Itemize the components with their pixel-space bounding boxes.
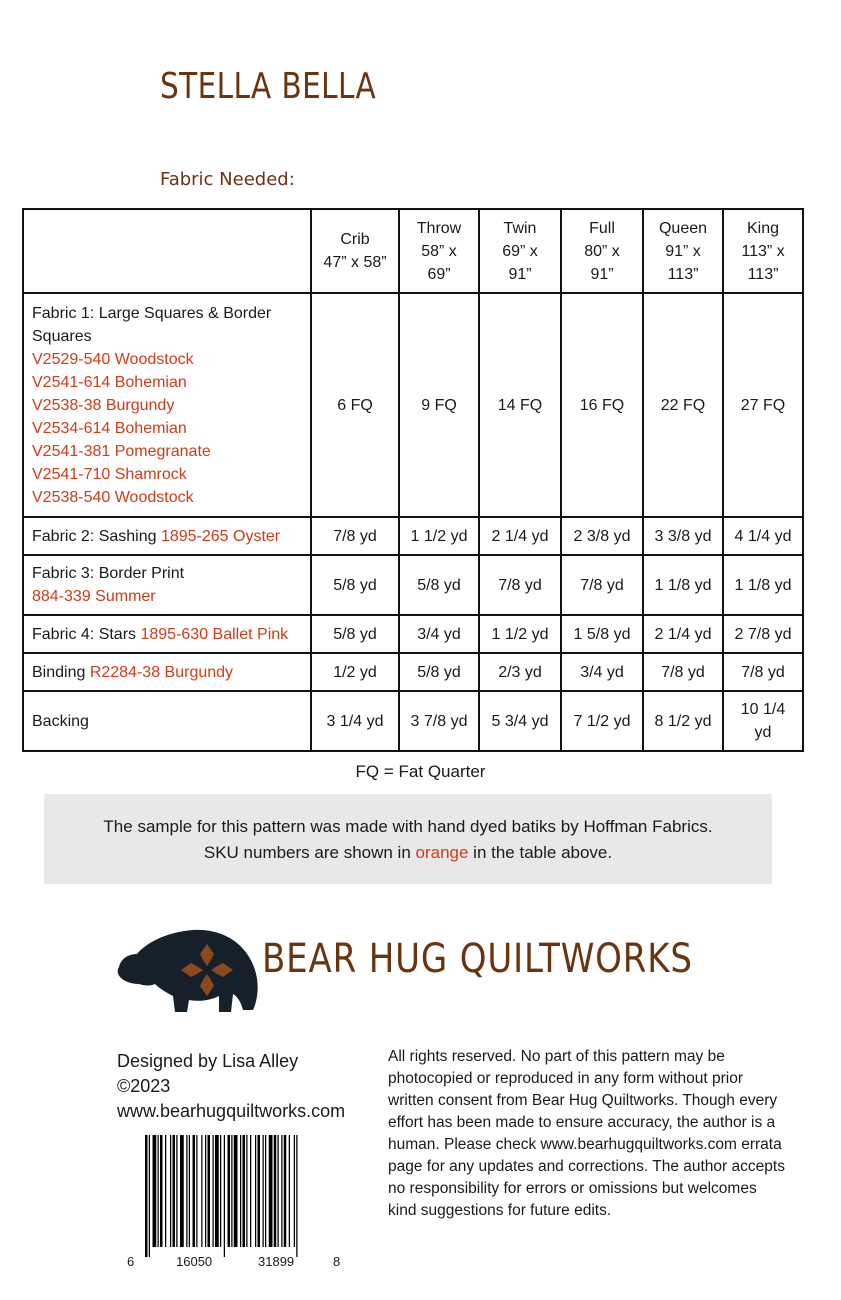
backing-label-cell: Backing (23, 691, 311, 751)
header-crib: Crib 47” x 58” (311, 209, 399, 293)
sku: V2538-38 Burgundy (32, 396, 175, 414)
table-cell: 1/2 yd (311, 653, 399, 691)
fq-note: FQ = Fat Quarter (355, 762, 486, 781)
header-twin: Twin 69” x 91” (479, 209, 561, 293)
info-line-1: The sample for this pattern was made with hand dyed batiks by Hoffman Fabrics. (103, 817, 713, 836)
table-cell: 16 FQ (561, 293, 643, 517)
table-cell: 3 3/8 yd (643, 517, 723, 555)
table-cell: 2/3 yd (479, 653, 561, 691)
credits (117, 1049, 345, 1124)
table-cell: 5/8 yd (311, 615, 399, 653)
table-cell: 27 FQ (723, 293, 803, 517)
table-cell: 3/4 yd (399, 615, 479, 653)
table-cell: 7/8 yd (479, 555, 561, 615)
table-cell: 9 FQ (399, 293, 479, 517)
barcode-digits: 31899 (258, 1254, 295, 1269)
sku: V2541-614 Bohemian (32, 373, 187, 391)
sku: V2541-381 Pomegranate (32, 442, 211, 460)
sku: V2529-540 Woodstock (32, 350, 194, 368)
table-cell: 7/8 yd (643, 653, 723, 691)
fabric4-label-cell: Fabric 4: Stars 1895-630 Ballet Pink (23, 615, 311, 653)
table-cell: 22 FQ (643, 293, 723, 517)
table-row-backing (23, 691, 803, 751)
sku: R2284-38 Burgundy (89, 663, 234, 681)
table-cell: 14 FQ (479, 293, 561, 517)
copyright: ©2023 (117, 1076, 171, 1096)
table-cell: 3 7/8 yd (399, 691, 479, 751)
table-header-row (23, 209, 803, 293)
header-corner (23, 209, 311, 293)
table-cell: 3/4 yd (561, 653, 643, 691)
table-cell: 8 1/2 yd (643, 691, 723, 751)
fabric3-label-cell: Fabric 3: Border Print 884-339 Summer (23, 555, 311, 615)
fabric2-label-cell: Fabric 2: Sashing 1895-265 Oyster (23, 517, 311, 555)
table-row-fabric1 (23, 293, 803, 517)
table-cell: 2 7/8 yd (723, 615, 803, 653)
fabric-table (22, 208, 804, 752)
fabric-needed-heading: Fabric Needed: (160, 169, 295, 190)
sku: V2541-710 Shamrock (32, 465, 187, 483)
table-cell: 5/8 yd (311, 555, 399, 615)
table-cell: 1 1/8 yd (723, 555, 803, 615)
sku: 884-339 Summer (32, 588, 156, 605)
page-title: STELLA BELLA (160, 66, 377, 107)
table-cell: 1 1/8 yd (643, 555, 723, 615)
info-box (44, 794, 772, 884)
sku: 1895-630 Ballet Pink (140, 625, 289, 643)
sku: 1895-265 Oyster (160, 527, 281, 545)
website: www.bearhugquiltworks.com (117, 1101, 346, 1121)
table-cell: 7/8 yd (561, 555, 643, 615)
header-queen: Queen 91” x 113” (643, 209, 723, 293)
header-throw: Throw 58” x 69” (399, 209, 479, 293)
table-cell: 5/8 yd (399, 555, 479, 615)
barcode-digit: 6 (127, 1254, 135, 1269)
table-cell: 7 1/2 yd (561, 691, 643, 751)
table-row-fabric4 (23, 615, 803, 653)
table-cell: 1 1/2 yd (399, 517, 479, 555)
rights-notice: All rights reserved. No part of this pattern may be photocopied or reproduced in any form without prior written consent from Bear Hug Quiltworks. Though every effort has been made to ensure accuracy, the author is a human. Please check www.bearhugquiltworks.com errata page for any updates and corrections. The author accepts no responsibility for errors or omissions but welcomes kind suggestions for future edits. (388, 1048, 785, 1219)
table-cell: 2 1/4 yd (643, 615, 723, 653)
info-line-2: SKU numbers are shown in orange in the table above. (203, 843, 613, 862)
table-cell: 5/8 yd (399, 653, 479, 691)
binding-label-cell: Binding R2284-38 Burgundy (23, 653, 311, 691)
designer: Designed by Lisa Alley (117, 1051, 299, 1071)
table-cell: 3 1/4 yd (311, 691, 399, 751)
table-row-fabric2 (23, 517, 803, 555)
barcode-icon (145, 1135, 343, 1257)
sku: V2538-540 Woodstock (32, 488, 194, 506)
table-cell: 7/8 yd (311, 517, 399, 555)
header-full: Full 80” x 91” (561, 209, 643, 293)
table-cell: 1 5/8 yd (561, 615, 643, 653)
brand-name: BEAR HUG QUILTWORKS (262, 936, 693, 982)
sku: V2534-614 Bohemian (32, 419, 187, 437)
table-cell: 2 3/8 yd (561, 517, 643, 555)
table-cell: 4 1/4 yd (723, 517, 803, 555)
fabric1-label-cell: Fabric 1: Large Squares & Border Squares V2529-540 Woodstock V2541-614 Bohemian V2538-38 Burgundy V2534-614 Bohemian V2541-381 Pomegranate V2541-710 Shamrock V2538-540 Woodstock (23, 293, 311, 517)
table-row-binding (23, 653, 803, 691)
table-cell: 6 FQ (311, 293, 399, 517)
bear-logo-icon (115, 922, 260, 1024)
table-cell: 1 1/2 yd (479, 615, 561, 653)
barcode-digits: 16050 (176, 1254, 213, 1269)
barcode-digit: 8 (333, 1254, 341, 1269)
table-cell: 5 3/4 yd (479, 691, 561, 751)
table-row-fabric3 (23, 555, 803, 615)
table-cell: 10 1/4 yd (723, 691, 803, 751)
header-king: King 113” x 113” (723, 209, 803, 293)
table-cell: 2 1/4 yd (479, 517, 561, 555)
table-cell: 7/8 yd (723, 653, 803, 691)
